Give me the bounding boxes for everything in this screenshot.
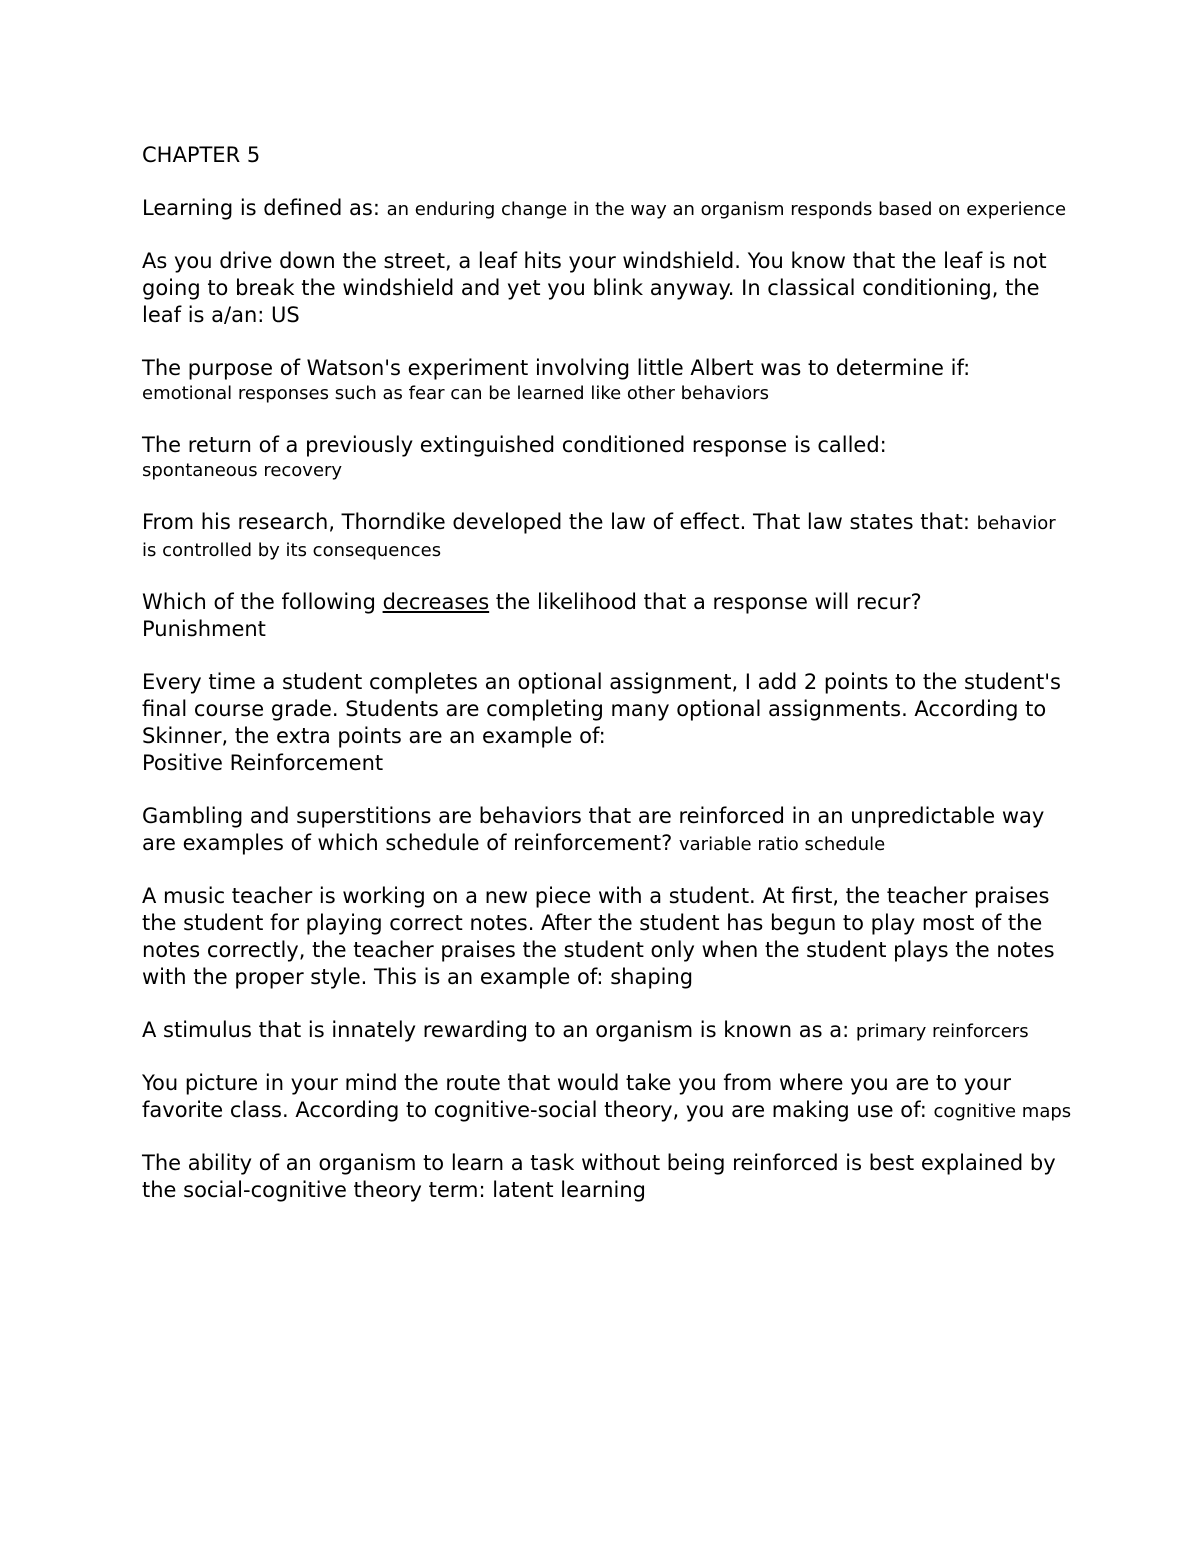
qa-item-cognitive-maps [142,1070,1072,1124]
question-text: Gambling and superstitions are behaviors that are reinforced in an unpredictable way are examples of which schedule of reinforcement? [142,804,1045,855]
qa-item-spontaneous-recovery [142,432,1072,483]
answer-text: an enduring change in the way an organism responds based on experience [386,199,1067,220]
qa-item-watson-albert [142,355,1072,406]
qa-item-shaping [142,883,1072,991]
answer-text: latent learning [492,1178,646,1202]
answer-text: shaping [610,965,694,989]
question-text-post: the likelihood that a response will recur? [495,590,922,614]
question-text-pre: Which of the following [142,590,376,614]
answer-text: cognitive maps [933,1101,1072,1122]
question-text: Learning is defined as: [142,196,380,220]
qa-item-leaf-windshield [142,248,1072,329]
qa-item-variable-ratio [142,803,1072,857]
answer-text: Positive Reinforcement [142,751,384,775]
question-text: The purpose of Watson's experiment involving little Albert was to determine if: [142,356,971,380]
answer-text: variable ratio schedule [678,834,886,855]
answer-text: Punishment [142,617,266,641]
document-page [142,141,1072,1230]
qa-item-thorndike [142,509,1072,563]
question-text [142,589,1072,616]
question-text: A stimulus that is innately rewarding to an organism is known as a: [142,1018,850,1042]
qa-item-latent-learning [142,1150,1072,1204]
question-text: The return of a previously extinguished conditioned response is called: [142,433,887,457]
question-text: A music teacher is working on a new piece with a student. At first, the teacher praises the student for playing correct notes. After the student has begun to play most of the notes correctly, the teacher praises the student only when the student plays the notes with the proper style. This is an example of: [142,884,1055,989]
qa-item-punishment [142,589,1072,643]
qa-item-learning-definition [142,195,1072,222]
answer-text: primary reinforcers [855,1021,1029,1042]
answer-text: behavior is controlled by its consequences [142,513,1056,561]
answer-text: spontaneous recovery [142,460,343,481]
question-text: Every time a student completes an optional assignment, I add 2 points to the student's final course grade. Students are completing many optional assignments. According to Skinner, the extra points are an example of: [142,670,1061,748]
qa-item-positive-reinforcement [142,669,1072,777]
qa-item-primary-reinforcers [142,1017,1072,1044]
underlined-word: decreases [382,590,490,614]
answer-text: emotional responses such as fear can be learned like other behaviors [142,383,769,404]
question-text: You picture in your mind the route that would take you from where you are to your favorite class. According to cognitive-social theory, you are making use of: [142,1071,1011,1122]
question-text: From his research, Thorndike developed the law of effect. That law states that: [142,510,970,534]
question-text: As you drive down the street, a leaf hits your windshield. You know that the leaf is not going to break the windshield and yet you blink anyway. In classical conditioning, the leaf is a/an: [142,249,1047,327]
chapter-title: CHAPTER 5 [142,143,261,167]
answer-text: US [271,303,300,327]
question-text: The ability of an organism to learn a task without being reinforced is best explained by the social-cognitive theory term: [142,1151,1056,1202]
